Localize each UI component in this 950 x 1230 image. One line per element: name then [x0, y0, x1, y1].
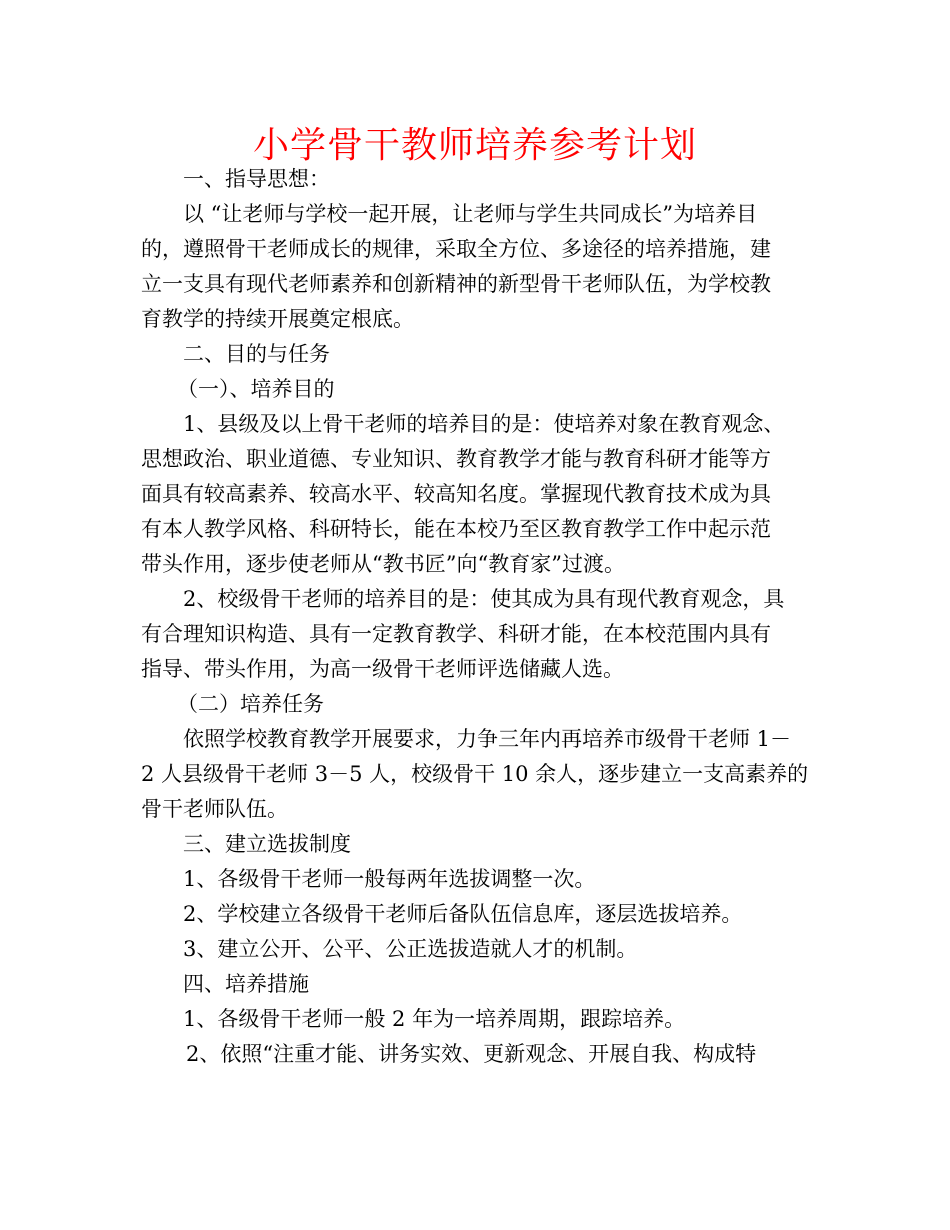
list-item: 2、依照“注重才能、讲务实效、更新观念、开展自我、构成特: [186, 1042, 757, 1066]
paragraph-line: 以 “让老师与学校一起开展，让老师与学生共同成长”为培养目: [183, 202, 758, 226]
document-body: [141, 162, 813, 1072]
subsection-heading: （二）培养任务: [177, 692, 324, 716]
document-title: 小学骨干教师培养参考计划: [252, 125, 697, 166]
section-heading-4: 四、培养措施: [183, 972, 309, 996]
paragraph-line: 依照学校教育教学开展要求，力争三年内再培养市级骨干老师 1－: [183, 727, 792, 751]
paragraph-line: 骨干老师队伍。: [141, 797, 288, 821]
paragraph-line: 带头作用，逐步使老师从“教书匠”向“教育家”过渡。: [141, 552, 625, 576]
list-item: 1、各级骨干老师一般 2 年为一培养周期，跟踪培养。: [183, 1007, 686, 1031]
section-heading-1: 一、指导思想：: [183, 167, 330, 191]
paragraph-line: 2 人县级骨干老师 3－5 人，校级骨干 10 余人，逐步建立一支高素养的: [141, 762, 809, 786]
paragraph-line: 思想政治、职业道德、专业知识、教育教学才能与教育科研才能等方: [141, 447, 771, 471]
paragraph-line: 育教学的持续开展奠定根底。: [141, 307, 414, 331]
paragraph-line: 面具有较高素养、较高水平、较高知名度。掌握现代教育技术成为具: [141, 482, 771, 506]
paragraph-line: 指导、带头作用，为高一级骨干老师评选储藏人选。: [141, 657, 624, 681]
paragraph-line: 立一支具有现代老师素养和创新精神的新型骨干老师队伍，为学校教: [141, 272, 771, 296]
section-heading-2: 二、目的与任务: [183, 342, 330, 366]
paragraph-line: 的，遵照骨干老师成长的规律，采取全方位、多途径的培养措施，建: [141, 237, 771, 261]
subsection-heading: （一）、培养目的: [177, 377, 335, 401]
paragraph-line: 有合理知识构造、具有一定教育教学、科研才能，在本校范围内具有: [141, 622, 771, 646]
list-item: 2、学校建立各级骨干老师后备队伍信息库，逐层选拔培养。: [183, 902, 743, 926]
list-item: 3、建立公开、公平、公正选拔造就人才的机制。: [183, 937, 638, 961]
paragraph-line: 1、县级及以上骨干老师的培养目的是：使培养对象在教育观念、: [183, 412, 785, 436]
section-heading-3: 三、建立选拔制度: [183, 832, 351, 856]
list-item: 1、各级骨干老师一般每两年选拔调整一次。: [183, 867, 596, 891]
paragraph-line: 2、校级骨干老师的培养目的是：使其成为具有现代教育观念，具: [183, 587, 785, 611]
paragraph-line: 有本人教学风格、科研特长，能在本校乃至区教育教学工作中起示范: [141, 517, 771, 541]
